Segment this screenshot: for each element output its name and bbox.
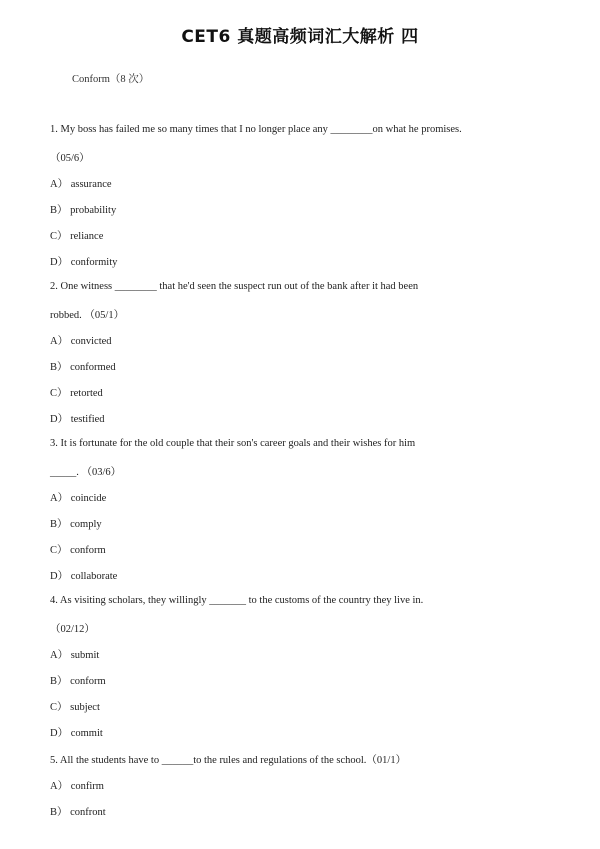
question-4-source: （02/12） — [50, 624, 95, 635]
question-4-option-b: B） conform — [50, 676, 106, 687]
question-4-option-d: D） commit — [50, 728, 103, 739]
question-3-option-a: A） coincide — [50, 493, 107, 504]
question-1-option-d: D） conformity — [50, 257, 118, 268]
question-5-stem: 5. All the students have to ______to the rules and regulations of the school.（01/1） — [50, 755, 407, 766]
question-5-option-b: B） confront — [50, 807, 106, 818]
question-3-stem: 3. It is fortunate for the old couple that their son's career goals and their wishes for him — [50, 438, 416, 449]
question-3-option-b: B） comply — [50, 519, 102, 530]
section-heading: Conform（8 次） — [72, 74, 150, 85]
question-2-option-b: B） conformed — [50, 362, 116, 373]
question-2-option-a: A） convicted — [50, 336, 112, 347]
question-1-option-a: A） assurance — [50, 179, 112, 190]
question-2-option-d: D） testified — [50, 414, 105, 425]
question-1-option-b: B） probability — [50, 205, 117, 216]
question-1-option-c: C） reliance — [50, 231, 104, 242]
question-2-option-c: C） retorted — [50, 388, 103, 399]
question-4-stem: 4. As visiting scholars, they willingly _______ to the customs of the country they live in. — [50, 595, 424, 606]
question-2-stem-continued: robbed. （05/1） — [50, 310, 125, 321]
question-3-stem-continued: _____. （03/6） — [50, 467, 122, 478]
question-4-option-a: A） submit — [50, 650, 100, 661]
question-4-option-c: C） subject — [50, 702, 100, 713]
question-5-option-a: A） confirm — [50, 781, 104, 792]
question-2-stem: 2. One witness ________ that he'd seen the suspect run out of the bank after it had been — [50, 281, 419, 292]
question-3-option-d: D） collaborate — [50, 571, 118, 582]
question-3-option-c: C） conform — [50, 545, 106, 556]
question-1-source: （05/6） — [50, 153, 90, 164]
page-title: CET6 真题高频词汇大解析 四 — [181, 27, 419, 47]
question-1-stem: 1. My boss has failed me so many times that I no longer place any ________on what he promises. — [50, 124, 462, 135]
